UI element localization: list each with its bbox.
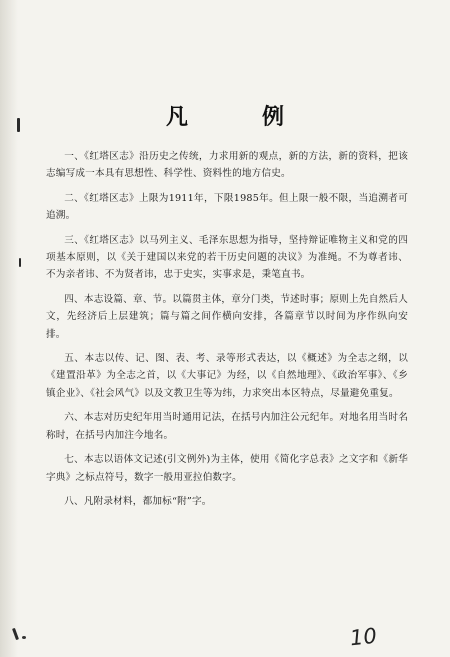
paragraph-4: 四、本志设篇、章、节。以篇贯主体，章分门类，节述时事；原则上先自然后人文，先经济后上层建筑；篇与篇之间作横向安排，各篇章节以时间为序作纵向安排。 — [46, 293, 408, 340]
paragraph-8: 八、凡附录材料，都加标“附”字。 — [64, 495, 212, 507]
paragraph-5: 五、本志以传、记、图、表、考、录等形式表达，以《概述》为全志之纲，以《建置沿革》为全志之首，以《大事记》为经，以《自然地理》、《政治军事》、《乡镇企业》、《社会风气》以及文教卫生等为纬，力求突出本区特点，尽量避免重复。 — [46, 353, 408, 399]
scan-edge-shadow — [0, 0, 18, 657]
page-title: 凡 例 — [165, 104, 310, 130]
paragraph-1: 一、《红塔区志》沿历史之传统，力求用新的观点，新的方法，新的资料，把该志编写成一本具有思想性、科学性、资料性的地方信史。 — [46, 151, 408, 180]
binding-mark — [19, 258, 21, 267]
binding-mark — [22, 636, 26, 639]
document-body — [46, 148, 408, 517]
paragraph-7: 七、本志以语体文记述(引文例外)为主体，使用《简化字总表》之文字和《新华字典》之标点符号，数字一般用亚拉伯数字。 — [46, 454, 408, 483]
page-number: 10 — [348, 623, 378, 651]
paragraph-3: 三、《红塔区志》以马列主义、毛泽东思想为指导，坚持辩证唯物主义和党的四项基本原则，以《关于建国以来党的若干历史问题的决议》为准绳。不为尊者讳、不为亲者讳、不为贤者讳，忠于史实，实事求是，秉笔直书。 — [46, 234, 408, 281]
paragraph-6: 六、本志对历史纪年用当时通用记法，在括号内加注公元纪年。对地名用当时名称时，在括号内加注今地名。 — [46, 412, 408, 441]
paragraph-2: 二、《红塔区志》上限为1911年，下限1985年。但上限一般不限，当追溯者可追溯。 — [46, 192, 408, 222]
